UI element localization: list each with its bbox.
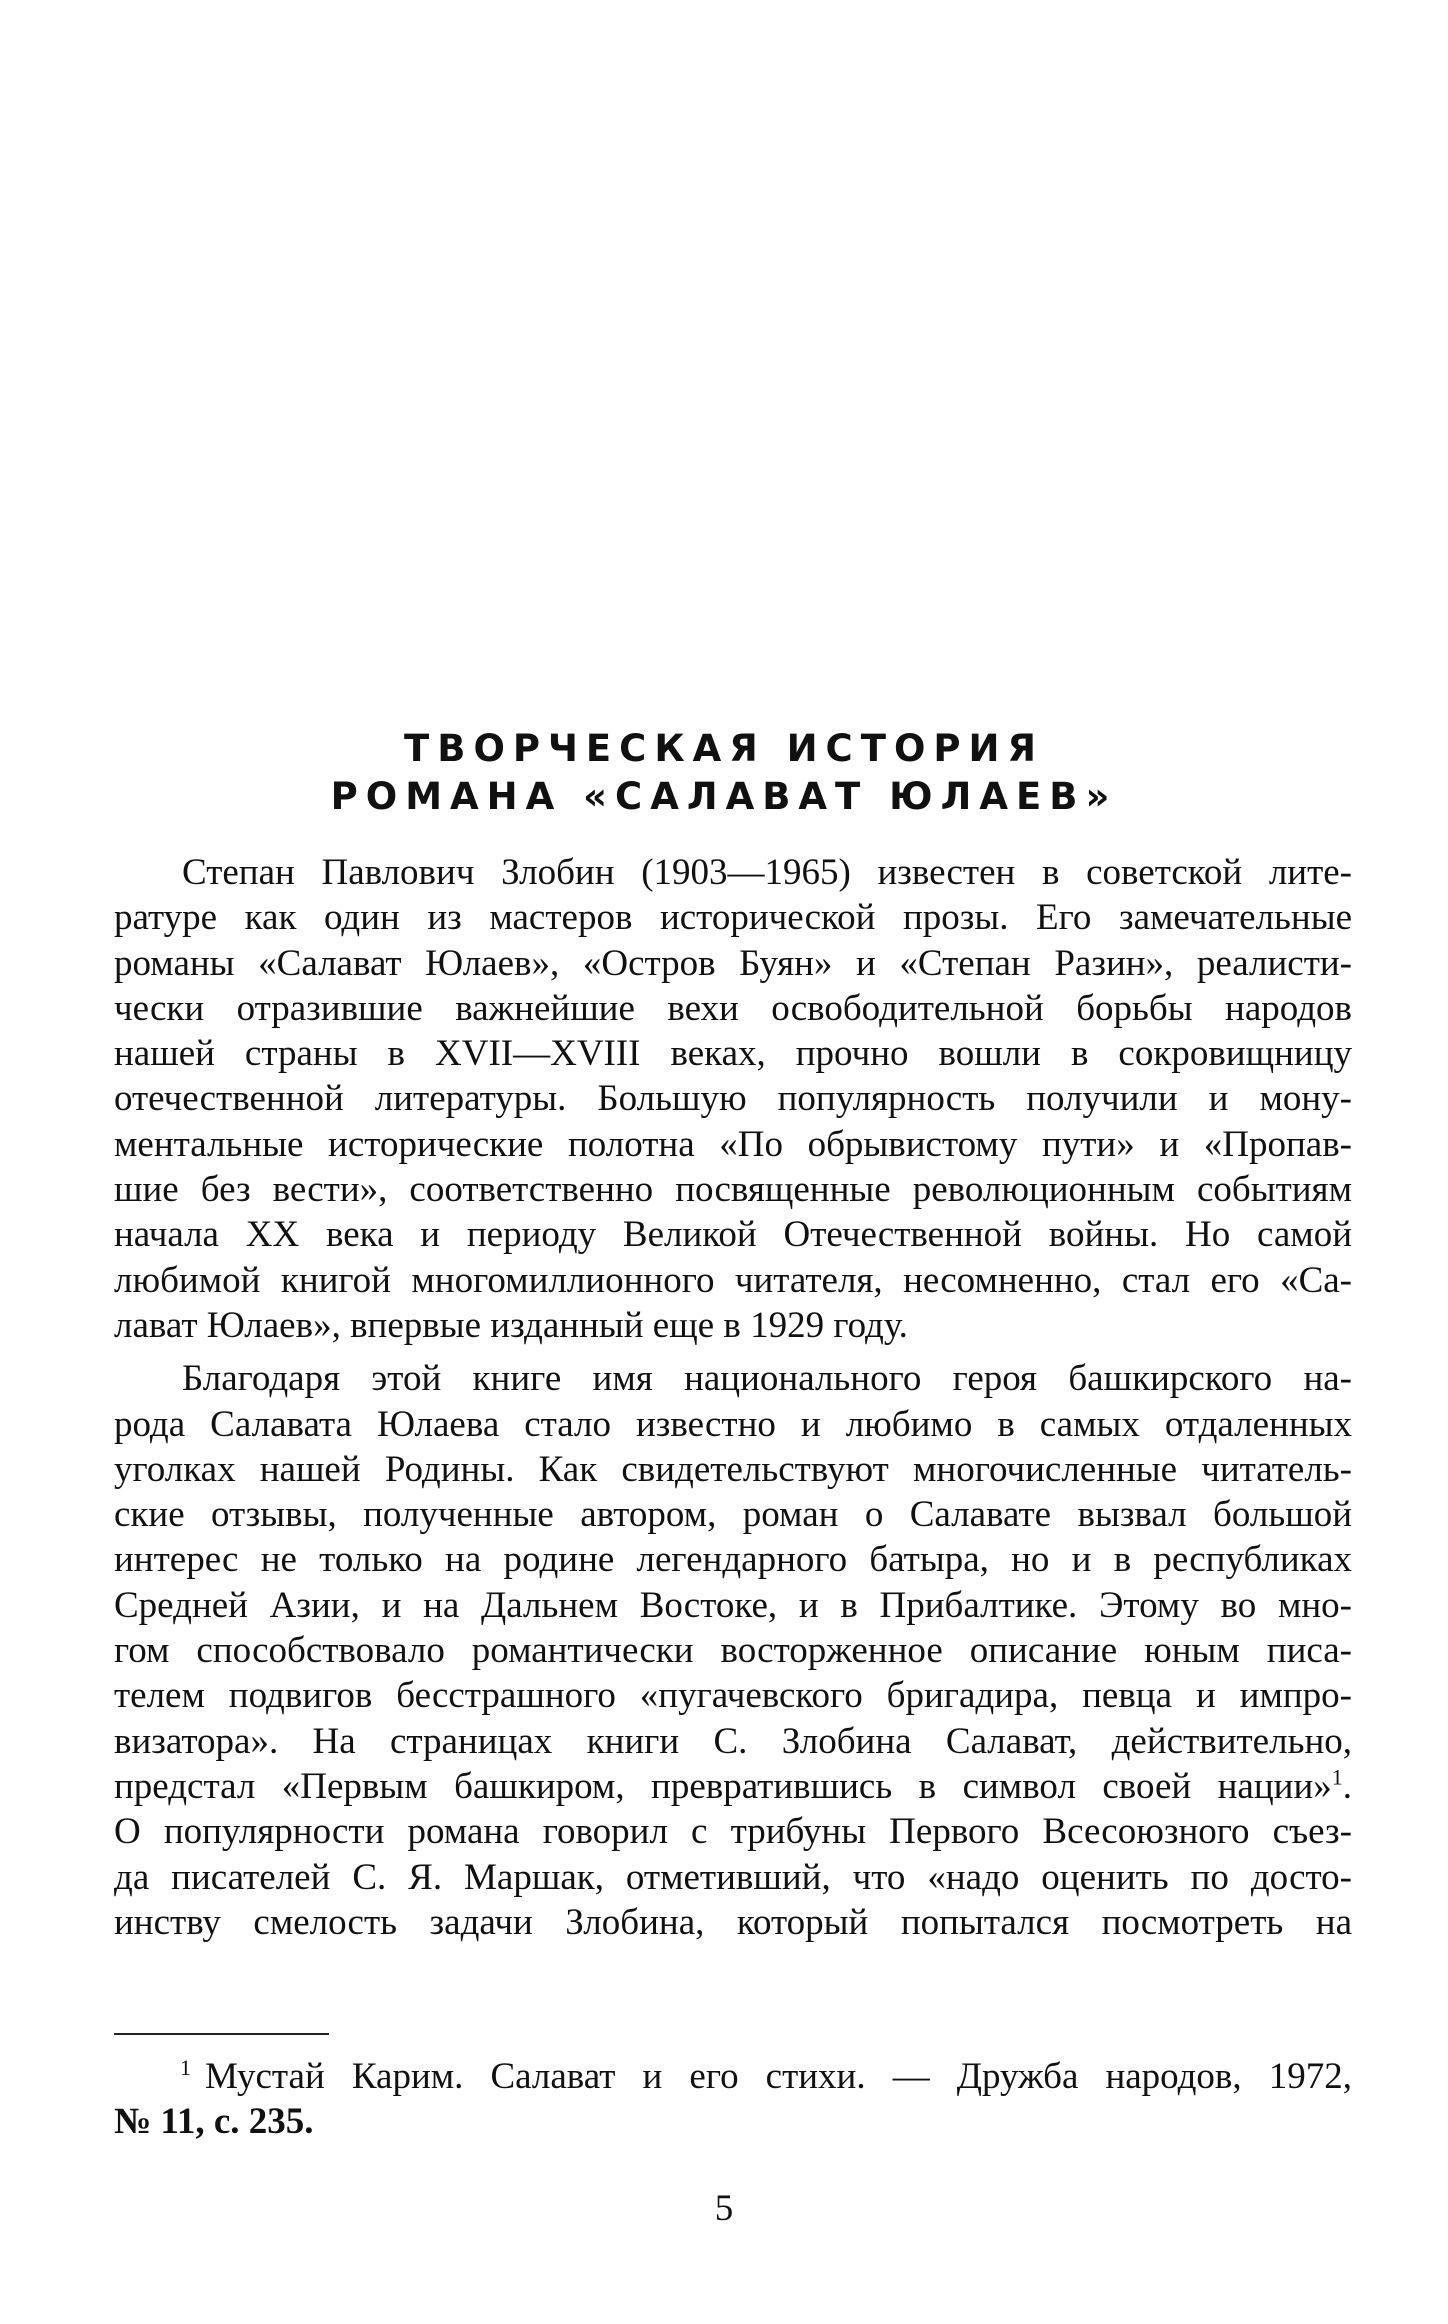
text-line: чески отразившие важнейшие вехи освободительной борьбы народов bbox=[114, 987, 1352, 1029]
text-line: отечественной литературы. Большую популярность получили и мону- bbox=[114, 1078, 1352, 1120]
text-line: Степан Павлович Злобин (1903—1965) известен в советской лите- bbox=[182, 852, 1352, 893]
text-line: ментальные исторические полотна «По обрывистому пути» и «Пропав- bbox=[114, 1123, 1352, 1165]
text-line: Средней Азии, и на Дальнем Востоке, и в Прибалтике. Этому во мно- bbox=[114, 1584, 1352, 1626]
text-line: интерес не только на родине легендарного батыра, но и в республиках bbox=[114, 1539, 1352, 1581]
chapter-title-line-2: РОМАНА «САЛАВАТ ЮЛАЕВ» bbox=[330, 775, 1118, 818]
body-text bbox=[114, 850, 1352, 1945]
chapter-title bbox=[100, 725, 1348, 821]
footnote-text: Мустай Карим. Салават и его стихи. — Дружба народов, 1972, bbox=[205, 2056, 1352, 2097]
text-line: рода Салавата Юлаева стало известно и любимо в самых отдаленных bbox=[114, 1403, 1352, 1445]
footnote-reference: 1 bbox=[1331, 1764, 1343, 1790]
text-line: уголках нашей Родины. Как свидетельствуют многочисленные читатель- bbox=[114, 1448, 1352, 1490]
footnote-mark: 1 bbox=[180, 2054, 191, 2080]
paragraph-1 bbox=[114, 850, 1352, 1348]
text-line-content: предстал «Первым башкиром, превратившись в символ своей нации» bbox=[114, 1765, 1332, 1807]
text-line-with-footnote-ref: предстал «Первым башкиром, превратившись в символ своей нации»$^1$. bbox=[114, 1764, 1352, 1807]
chapter-title-line-1: ТВОРЧЕСКАЯ ИСТОРИЯ bbox=[404, 727, 1044, 770]
text-line: Благодаря этой книге имя национального героя башкирского на- bbox=[182, 1358, 1352, 1400]
text-line: визатора». На страницах книги С. Злобина Салават, действительно, bbox=[114, 1720, 1352, 1762]
page-number: 5 bbox=[714, 2188, 734, 2229]
footnote-line-1 bbox=[114, 2054, 1352, 2099]
paragraph-2 bbox=[114, 1356, 1352, 1945]
text-line: телем подвигов бесстрашного «пугачевского бригадира, певца и импро- bbox=[114, 1675, 1352, 1717]
text-line: инству смелость задачи Злобина, который попытался посмотреть на bbox=[114, 1901, 1352, 1943]
footnote-divider bbox=[114, 2033, 329, 2035]
text-line: лават Юлаев», впервые изданный еще в 1929 году. bbox=[114, 1304, 908, 1346]
footnote bbox=[114, 2054, 1352, 2145]
text-line: начала XX века и периоду Великой Отечественной войны. Но самой bbox=[114, 1214, 1352, 1256]
text-line: да писателей С. Я. Маршак, отметивший, что «надо оценить по досто- bbox=[114, 1856, 1352, 1898]
text-line: нашей страны в XVII—XVIII веках, прочно вошли в сокровищницу bbox=[114, 1033, 1352, 1075]
text-line: романы «Салават Юлаев», «Остров Буян» и «Степан Разин», реалисти- bbox=[114, 942, 1352, 984]
text-line: любимой книгой многомиллионного читателя, несомненно, стал его «Са- bbox=[114, 1259, 1352, 1301]
footnote-line-2: № 11, с. 235. bbox=[114, 2101, 314, 2143]
text-line: ские отзывы, полученные автором, роман о Салавате вызвал большой bbox=[114, 1494, 1352, 1536]
text-line: О популярности романа говорил с трибуны Первого Всесоюзного съез- bbox=[114, 1811, 1352, 1853]
text-line: ратуре как один из мастеров исторической прозы. Его замечательные bbox=[114, 897, 1352, 939]
text-line: шие без вести», соответственно посвященные революционным событиям bbox=[114, 1169, 1352, 1211]
text-line: гом способствовало романтически восторженное описание юным писа- bbox=[114, 1630, 1352, 1672]
